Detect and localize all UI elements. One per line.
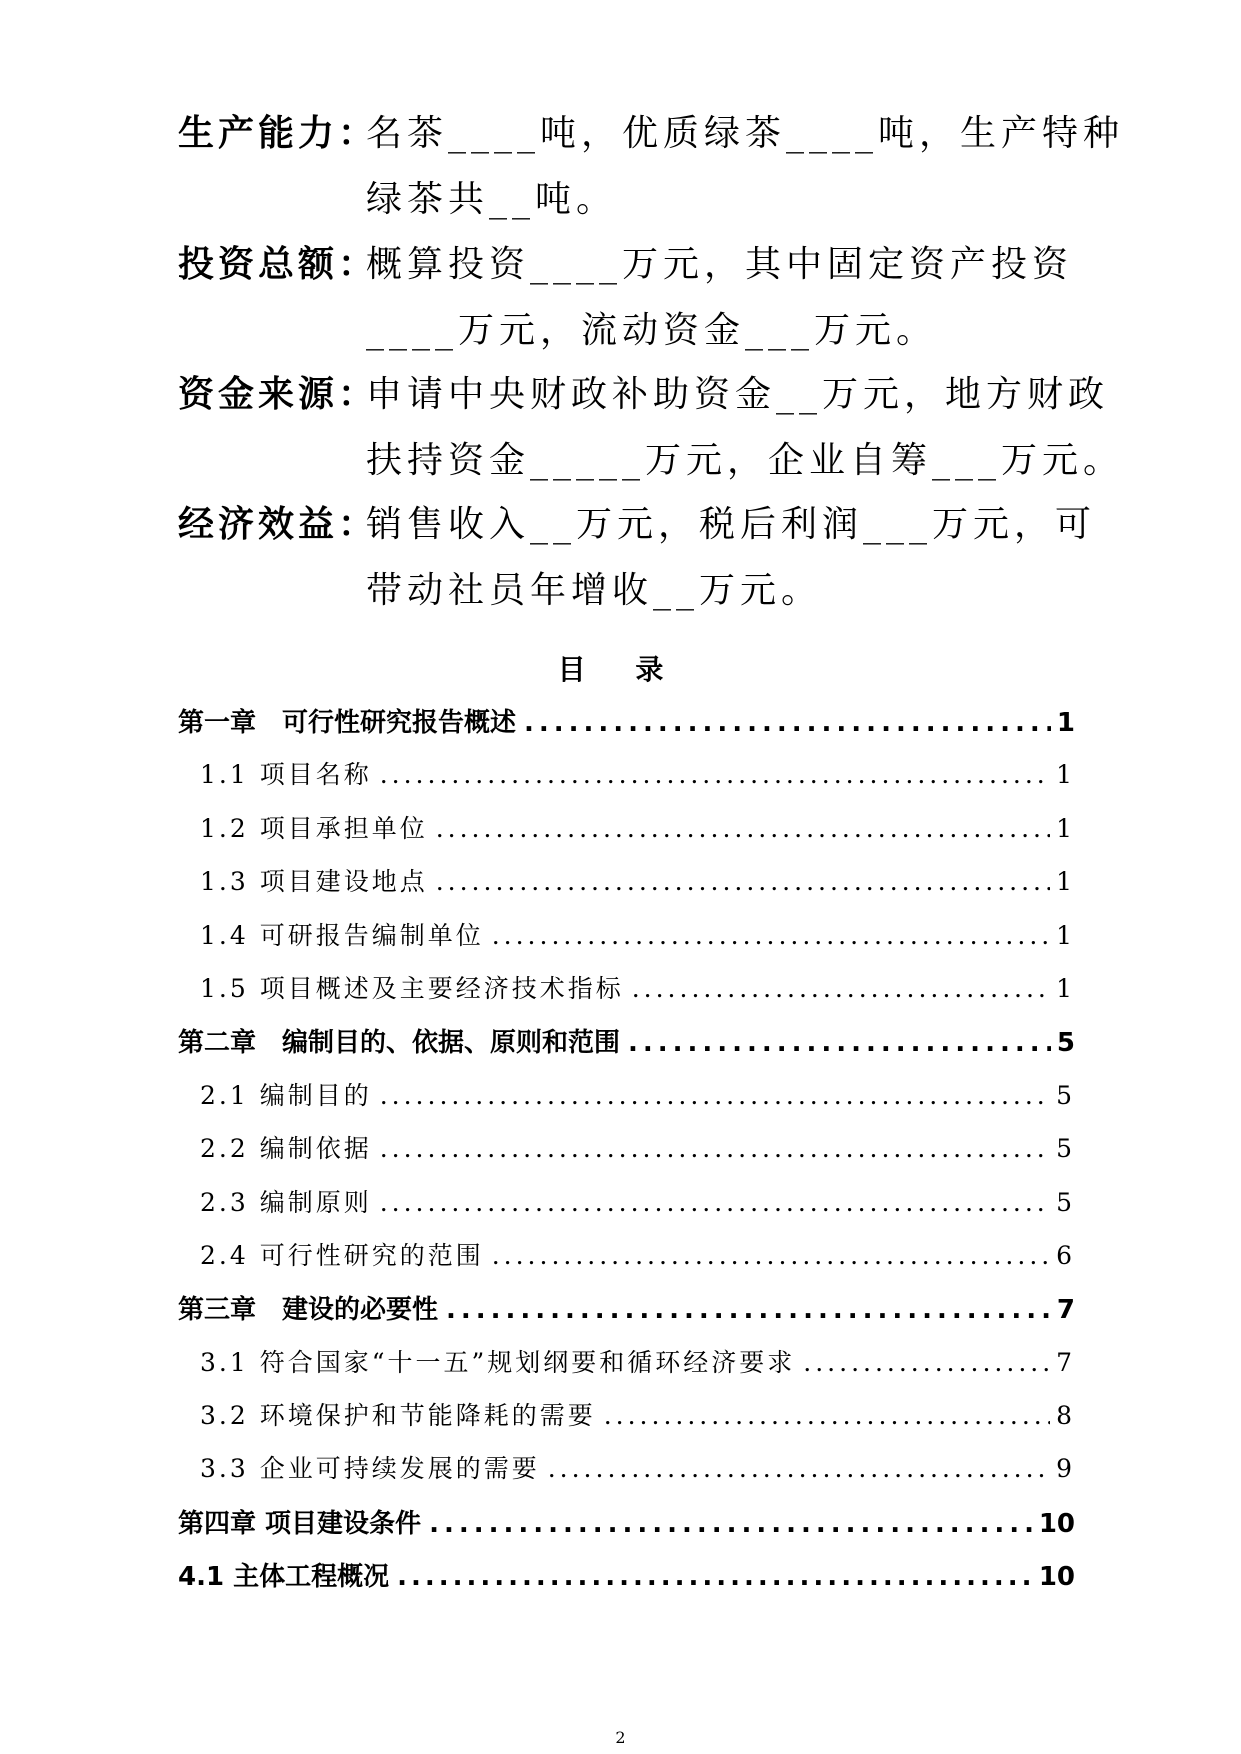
toc-entry-page: 9	[1056, 1454, 1075, 1484]
toc-entry-title: 第三章 建设的必要性	[178, 1295, 439, 1326]
toc-entry-title: 1.4 可研报告编制单位	[200, 920, 484, 950]
toc-entry-page: 1	[1056, 708, 1075, 738]
toc-leader	[436, 867, 1050, 896]
toc-section-2-1[interactable]	[178, 1076, 1075, 1129]
field-label: 投资总额：	[178, 244, 379, 285]
toc-leader	[436, 814, 1050, 843]
toc-entry-page: 1	[1056, 920, 1075, 950]
toc-leader	[628, 1028, 1051, 1058]
toc-entry-page: 1	[1056, 973, 1075, 1003]
field-text: 名茶____吨，优质绿茶____吨，生产特种绿茶共__吨。	[366, 113, 1125, 220]
toc-leader	[380, 1081, 1050, 1110]
toc-entry-title: 2.1 编制目的	[200, 1080, 372, 1110]
toc-entry-title: 3.1 符合国家“十一五”规划纲要和循环经济要求	[200, 1347, 796, 1377]
table-of-contents	[178, 702, 1075, 1610]
toc-leader	[492, 921, 1050, 950]
field-text: 概算投资____万元，其中固定资产投资____万元，流动资金___万元。	[366, 244, 1074, 351]
toc-entry-page: 10	[1038, 1562, 1075, 1593]
toc-entry-title: 1.5 项目概述及主要经济技术指标	[200, 973, 624, 1003]
toc-section-3-2[interactable]	[178, 1396, 1075, 1449]
field-text: 销售收入__万元，税后利润___万元，可带动社员年增收__万元。	[366, 504, 1097, 611]
toc-entry-title: 第二章 编制目的、依据、原则和范围	[178, 1028, 621, 1059]
toc-leader	[548, 1454, 1050, 1483]
toc-leader	[380, 1188, 1050, 1217]
toc-leader	[397, 1562, 1033, 1592]
toc-section-2-2[interactable]	[178, 1129, 1075, 1182]
toc-entry-page: 5	[1056, 1134, 1075, 1164]
toc-entry-title: 2.3 编制原则	[200, 1187, 372, 1217]
toc-leader	[380, 760, 1050, 789]
toc-entry-page: 6	[1056, 1240, 1075, 1270]
toc-section-1-5[interactable]	[178, 969, 1075, 1022]
field-text: 申请中央财政补助资金__万元，地方财政扶持资金_____万元，企业自筹___万元。	[366, 374, 1125, 481]
toc-chapter-3[interactable]	[178, 1289, 1075, 1342]
field-production-capacity	[178, 101, 1128, 233]
toc-leader	[492, 1241, 1050, 1270]
toc-entry-title: 第四章 项目建设条件	[178, 1508, 422, 1539]
toc-section-1-1[interactable]	[178, 755, 1075, 808]
toc-entry-title: 3.2 环境保护和节能降耗的需要	[200, 1401, 596, 1431]
toc-chapter-2[interactable]	[178, 1022, 1075, 1075]
toc-entry-title: 第一章 可行性研究报告概述	[178, 708, 517, 738]
toc-heading: 目 录	[557, 653, 684, 686]
toc-section-3-1[interactable]	[178, 1343, 1075, 1396]
toc-entry-page: 1	[1056, 867, 1075, 897]
field-label: 生产能力：	[178, 113, 379, 154]
field-funding-source	[178, 362, 1128, 494]
toc-section-1-4[interactable]	[178, 916, 1075, 969]
toc-leader	[632, 974, 1050, 1003]
toc-entry-page: 1	[1056, 813, 1075, 843]
toc-entry-page: 1	[1056, 760, 1075, 790]
toc-section-1-2[interactable]	[178, 809, 1075, 862]
toc-entry-page: 5	[1056, 1028, 1075, 1059]
toc-section-3-3[interactable]	[178, 1449, 1075, 1502]
toc-entry-title: 3.3 企业可持续发展的需要	[200, 1454, 540, 1484]
toc-entry-title: 1.3 项目建设地点	[200, 867, 428, 897]
toc-section-2-3[interactable]	[178, 1183, 1075, 1236]
toc-entry-page: 7	[1056, 1347, 1075, 1377]
field-total-investment	[178, 232, 1128, 364]
toc-leader	[524, 708, 1051, 738]
toc-entry-title: 1.2 项目承担单位	[200, 813, 428, 843]
toc-entry-page: 7	[1056, 1295, 1075, 1326]
field-economic-benefit	[178, 492, 1128, 624]
toc-section-1-3[interactable]	[178, 862, 1075, 915]
toc-entry-page: 5	[1056, 1080, 1075, 1110]
toc-entry-page: 8	[1056, 1401, 1075, 1431]
toc-section-4-1[interactable]	[178, 1556, 1075, 1609]
toc-leader	[604, 1401, 1050, 1430]
toc-chapter-4[interactable]	[178, 1503, 1075, 1556]
toc-leader	[803, 1348, 1050, 1377]
field-label: 经济效益：	[178, 504, 379, 545]
field-label: 资金来源：	[178, 374, 379, 415]
toc-leader	[429, 1509, 1033, 1539]
page-number: 2	[615, 1728, 626, 1747]
toc-leader	[380, 1134, 1050, 1163]
toc-entry-title: 1.1 项目名称	[200, 760, 372, 790]
toc-entry-title: 2.2 编制依据	[200, 1134, 372, 1164]
toc-chapter-1[interactable]	[178, 702, 1075, 755]
toc-entry-page: 10	[1038, 1508, 1075, 1539]
toc-entry-page: 5	[1056, 1187, 1075, 1217]
toc-section-2-4[interactable]	[178, 1236, 1075, 1289]
toc-leader	[446, 1295, 1051, 1325]
toc-entry-title: 4.1 主体工程概况	[178, 1562, 390, 1593]
toc-entry-title: 2.4 可行性研究的范围	[200, 1240, 484, 1270]
